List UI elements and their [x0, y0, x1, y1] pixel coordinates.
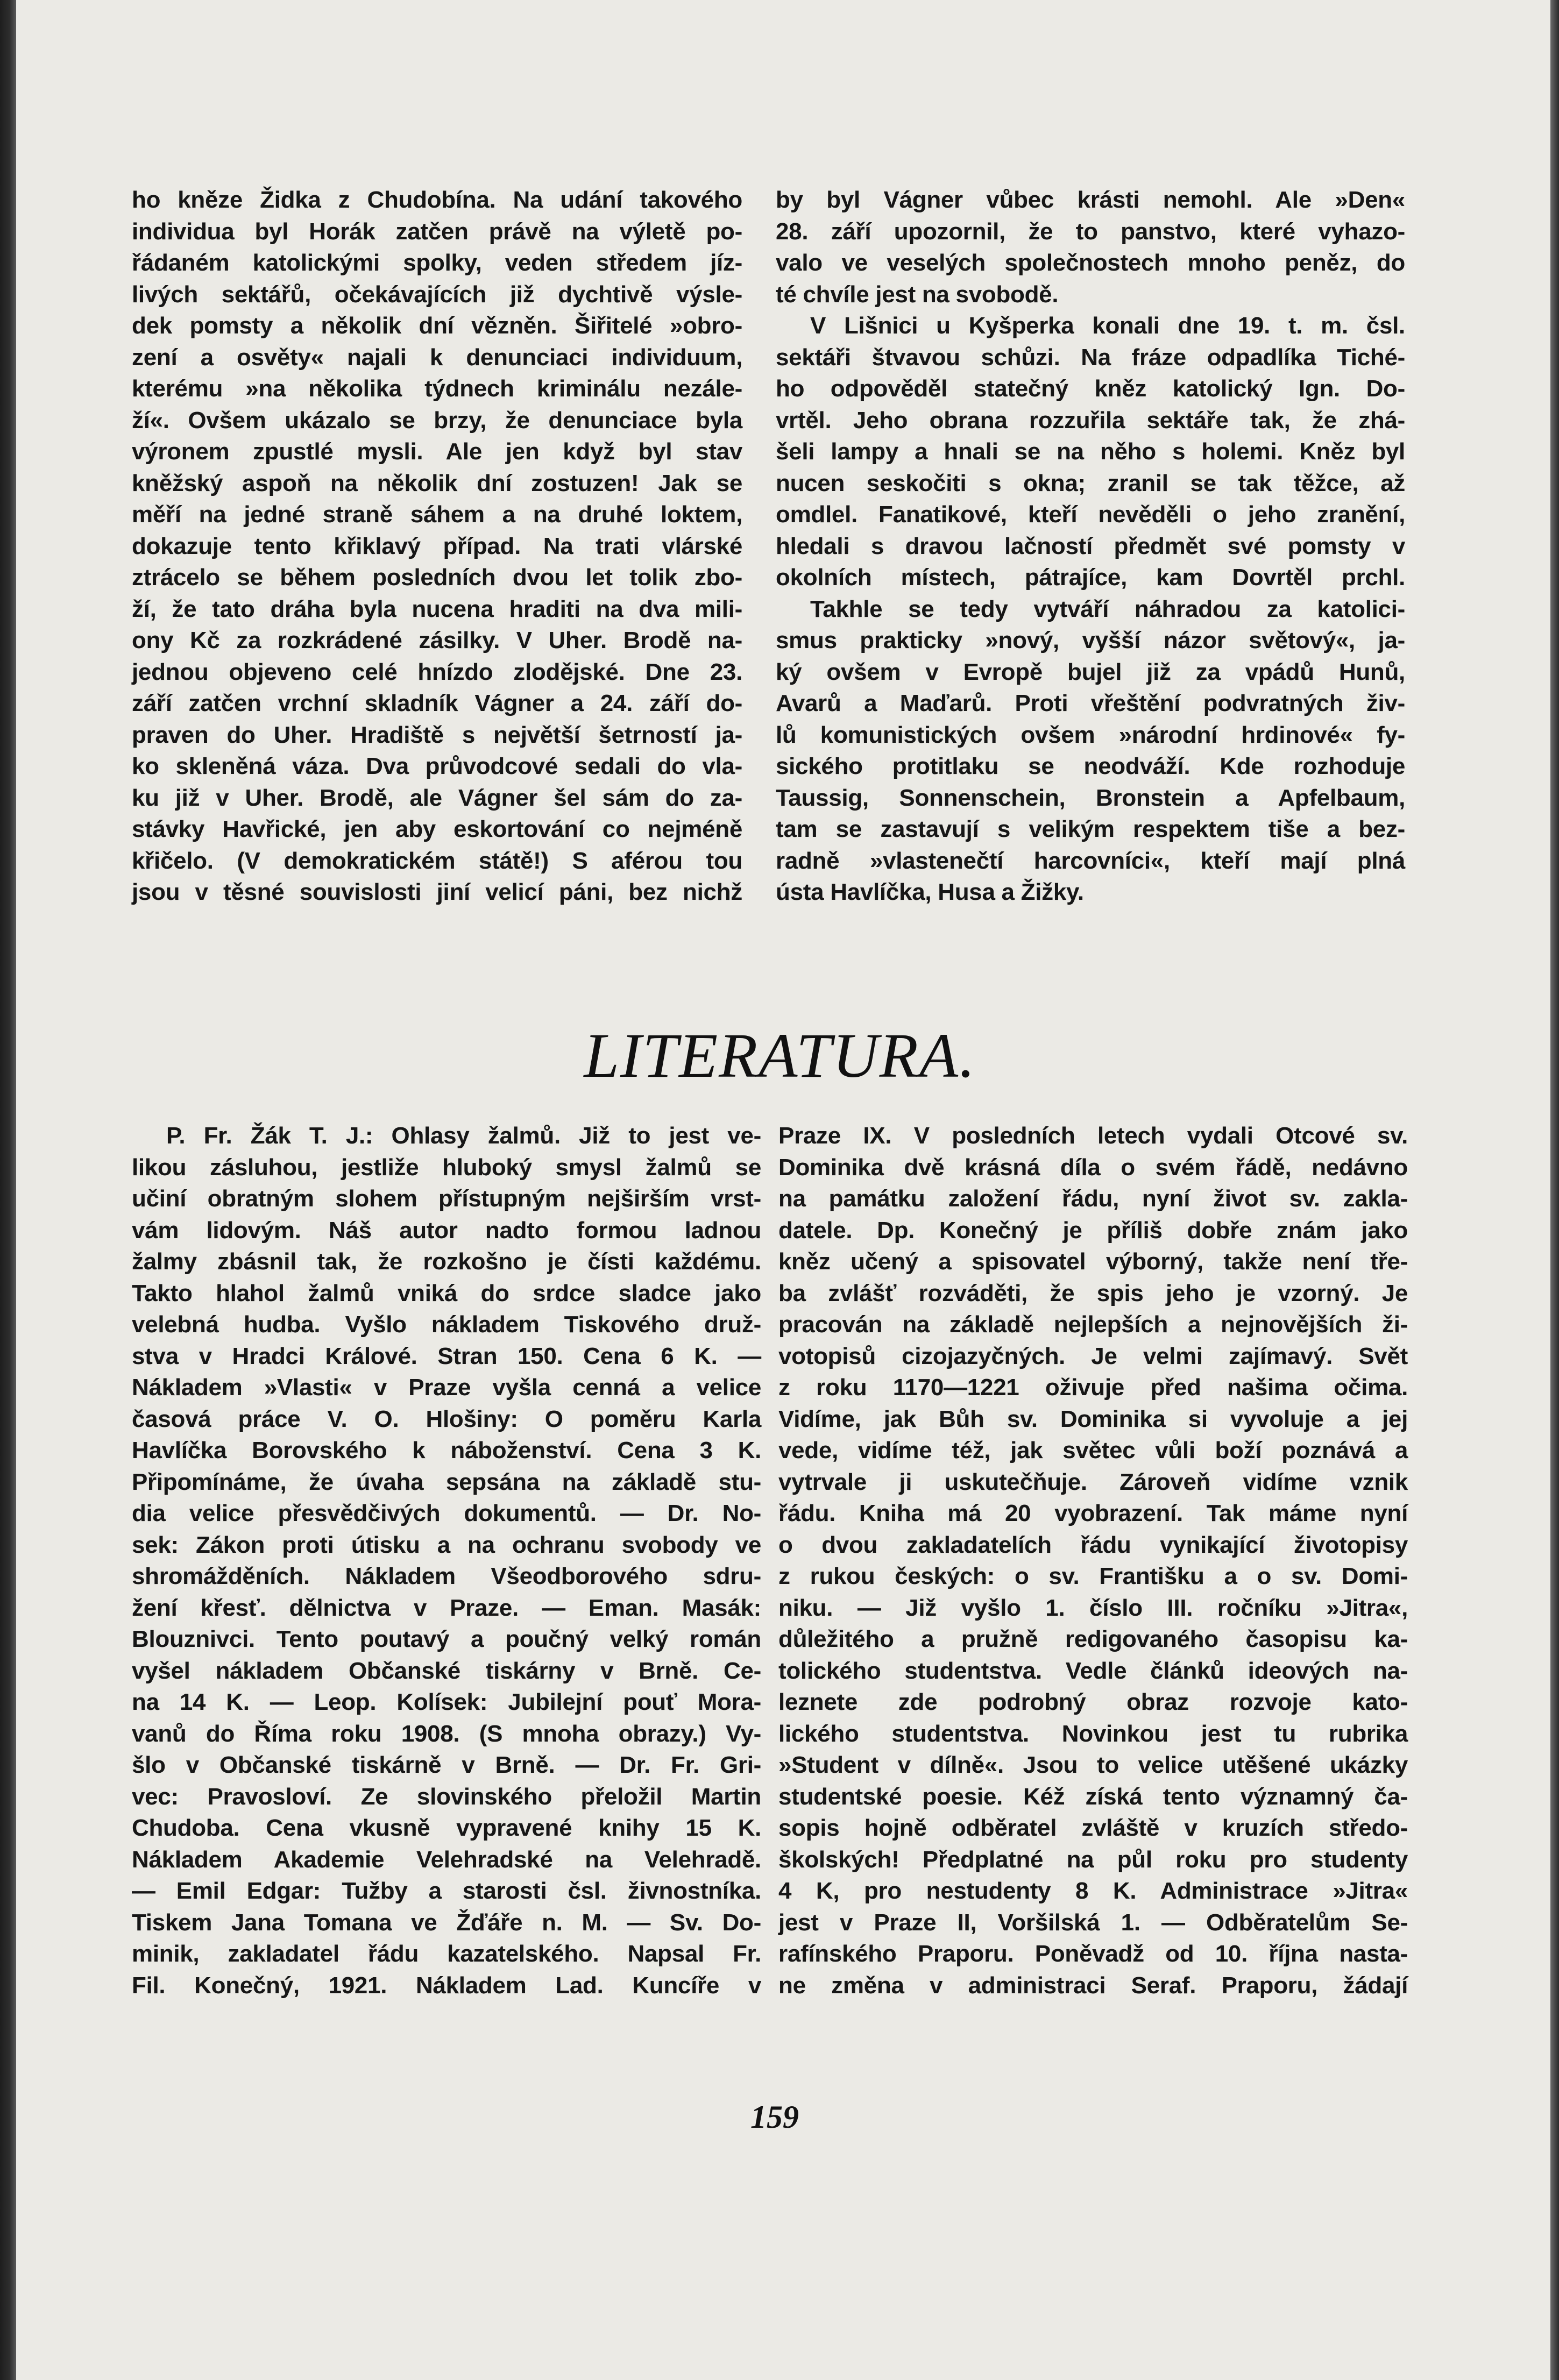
text-line: vytrvale ji uskutečňuje. Zároveň vidíme vznik — [778, 1468, 1408, 1495]
text-line: Havlíčka Borovského k náboženství. Cena 3 K. — [132, 1437, 761, 1463]
text-line: votopisů cizojazyčných. Je velmi zajímavý. Svět — [778, 1342, 1408, 1369]
text-line: okolních místech, pátrajíce, kam Dovrtěl prchl. — [776, 564, 1405, 591]
text-line: ku již v Uher. Brodě, ale Vágner šel sám do za- — [132, 784, 742, 811]
text-line: ho odpověděl statečný kněz katolický Ign. Do- — [776, 375, 1405, 402]
text-line: Takhle se tedy vytváří náhradou za katolici- — [810, 595, 1405, 622]
text-line: řádu. Kniha má 20 vyobrazení. Tak máme nyní — [778, 1500, 1408, 1526]
article-column-top-right — [776, 184, 1405, 908]
section-heading: LITERATURA. — [584, 1020, 976, 1091]
text-line: Připomínáme, že úvaha sepsána na základě stu- — [132, 1468, 761, 1495]
text-line: měří na jedné straně sáhem a na druhé loktem, — [132, 501, 742, 528]
text-line: šeli lampy a hnali se na něho s holemi. Kněz byl — [776, 438, 1405, 465]
text-line: jednou objeveno celé hnízdo zlodějské. Dne 23. — [132, 658, 742, 685]
text-line: tolického studentstva. Vedle článků ideových na- — [778, 1657, 1408, 1684]
text-line: nucen seskočiti s okna; zranil se tak těžce, až — [776, 470, 1405, 496]
text-line: kterému »na několika týdnech kriminálu nezále- — [132, 375, 742, 402]
text-line: té chvíle jest na svobodě. — [776, 281, 1059, 308]
text-line: rafínského Praporu. Poněvadž od 10. října nasta- — [778, 1941, 1408, 1967]
text-line: tam se zastavují s velikým respektem tiše a bez- — [776, 816, 1405, 842]
text-line: individua byl Horák zatčen právě na výletě po- — [132, 218, 742, 245]
text-line: stávky Havřické, jen aby eskortování co nejméně — [132, 816, 742, 842]
text-line: ho kněze Židka z Chudobína. Na udání takového — [132, 187, 742, 213]
article-column-top-left — [132, 184, 742, 908]
text-line: datele. Dp. Konečný je příliš dobře znám jako — [778, 1217, 1408, 1244]
text-line: likou zásluhou, jestliže hluboký smysl žalmů se — [132, 1154, 761, 1181]
text-line: vrtěl. Jeho obrana rozzuřila sektáře tak, že zhá- — [776, 407, 1405, 434]
text-line: dek pomsty a několik dní vězněn. Šiřitelé »obro- — [132, 312, 742, 339]
text-line: na památku založení řádu, nyní život sv. zakla- — [778, 1185, 1408, 1212]
text-line: důležitého a pružně redigovaného časopisu ka- — [778, 1626, 1408, 1652]
text-line: o dvou zakladatelích řádu vynikající životopisy — [778, 1531, 1408, 1558]
text-line: leznete zde podrobný obraz rozvoje kato- — [778, 1689, 1408, 1715]
text-line: shromážděních. Nákladem Všeodborového sdru- — [132, 1563, 761, 1589]
text-line: Nákladem Akademie Velehradské na Velehradě. — [132, 1846, 761, 1873]
text-line: minik, zakladatel řádu kazatelského. Napsal Fr. — [132, 1941, 761, 1967]
text-line: Chudoba. Cena vkusně vypravené knihy 15 K. — [132, 1815, 761, 1841]
text-line: vec: Pravosloví. Ze slovinského přeložil Martin — [132, 1783, 761, 1810]
text-line: řádaném katolickými spolky, veden středem jíz- — [132, 250, 742, 276]
text-line: — Emil Edgar: Tužby a starosti čsl. živnostníka. — [132, 1878, 761, 1904]
text-line: jsou v těsné souvislosti jiní velicí páni, bez nichž — [132, 879, 742, 905]
text-line: ží, že tato dráha byla nucena hraditi na dva mili- — [132, 595, 742, 622]
text-line: jest v Praze II, Voršilská 1. — Odběratelům Se- — [778, 1909, 1408, 1936]
text-line: sického protitlaku se neodváží. Kde rozhoduje — [776, 753, 1405, 779]
text-line: P. Fr. Žák T. J.: Ohlasy žalmů. Již to jest ve- — [166, 1122, 761, 1149]
text-line: školských! Předplatné na půl roku pro studenty — [778, 1846, 1408, 1873]
scan-edge-right — [1550, 0, 1559, 2380]
text-line: učiní obratným slohem přístupným nejširším vrst- — [132, 1185, 761, 1212]
text-line: lů komunistických ovšem »národní hrdinové« fy- — [776, 721, 1405, 748]
text-line: lického studentstva. Novinkou jest tu rubrika — [778, 1720, 1408, 1747]
text-line: vede, vidíme též, jak světec vůli boží poznává a — [778, 1437, 1408, 1463]
text-line: stva v Hradci Králové. Stran 150. Cena 6 K. — — [132, 1342, 761, 1369]
text-line: vyšel nákladem Občanské tiskárny v Brně. Ce- — [132, 1657, 761, 1684]
text-line: Blouznivci. Tento poutavý a poučný velký román — [132, 1626, 761, 1652]
text-line: by byl Vágner vůbec krásti nemohl. Ale »Den« — [776, 187, 1405, 213]
text-line: sopis hojně odběratel zvláště v kruzích středo- — [778, 1815, 1408, 1841]
text-line: září zatčen vrchní skladník Vágner a 24. září do- — [132, 690, 742, 716]
text-line: radně »vlastenečtí harcovníci«, kteří mají plná — [776, 847, 1405, 874]
text-line: ký ovšem v Evropě bujel již za vpádů Hunů, — [776, 658, 1405, 685]
page-number: 159 — [750, 2099, 799, 2135]
text-line: křičelo. (V demokratickém státě!) S aférou tou — [132, 847, 742, 874]
text-line: z rukou českých: o sv. Františku a o sv. Domi- — [778, 1563, 1408, 1589]
text-line: dia velice přesvědčivých dokumentů. — Dr. No- — [132, 1500, 761, 1526]
text-line: ko skleněná váza. Dva průvodcové sedali do vla- — [132, 753, 742, 779]
text-line: hledali s dravou lačností předmět své pomsty v — [776, 532, 1405, 559]
text-line: na 14 K. — Leop. Kolísek: Jubilejní pouť Mora- — [132, 1689, 761, 1715]
text-line: Tiskem Jana Tomana ve Žďáře n. M. — Sv. Do- — [132, 1909, 761, 1936]
text-line: 4 K, pro nestudenty 8 K. Administrace »Jitra« — [778, 1878, 1408, 1904]
text-line: V Lišnici u Kyšperka konali dne 19. t. m. čsl. — [810, 312, 1405, 339]
text-line: smus prakticky »nový, vyšší názor světový«, ja- — [776, 627, 1405, 653]
text-line: kněz učený a spisovatel výborný, takže není tře- — [778, 1248, 1408, 1275]
text-line: ony Kč za rozkrádené zásilky. V Uher. Brodě na- — [132, 627, 742, 653]
text-line: velebná hudba. Vyšlo nákladem Tiskového druž- — [132, 1311, 761, 1338]
text-line: pracován na základě nejlepších a nejnovějších ži- — [778, 1311, 1408, 1338]
text-line: valo ve veselých společnostech mnoho peněz, do — [776, 250, 1405, 276]
text-line: omdlel. Fanatikové, kteří nevěděli o jeho zranění, — [776, 501, 1405, 528]
text-line: výronem zpustlé mysli. Ale jen když byl stav — [132, 438, 742, 465]
literature-column-left — [132, 1120, 761, 2001]
text-line: Praze IX. V posledních letech vydali Otcové sv. — [778, 1122, 1408, 1149]
text-line: Nákladem »Vlasti« v Praze vyšla cenná a velice — [132, 1374, 761, 1401]
text-line: ne změna v administraci Seraf. Praporu, žádají — [778, 1972, 1408, 1999]
text-line: ba zvlášť rozváděti, že spis jeho je vzorný. Je — [778, 1280, 1408, 1306]
literature-column-right — [778, 1120, 1408, 2001]
text-line: šlo v Občanské tiskárně v Brně. — Dr. Fr. Gri- — [132, 1752, 761, 1778]
text-line: studentské poesie. Kéž získá tento významný ča- — [778, 1783, 1408, 1810]
text-line: 28. září upozornil, že to panstvo, které vyhazo- — [776, 218, 1405, 245]
text-line: praven do Uher. Hradiště s největší šetrností ja- — [132, 721, 742, 748]
text-line: žení křesť. dělnictva v Praze. — Eman. Masák: — [132, 1594, 761, 1621]
text-line: ústa Havlíčka, Husa a Žižky. — [776, 879, 1084, 905]
text-line: ží«. Ovšem ukázalo se brzy, že denunciace byla — [132, 407, 742, 434]
text-line: »Student v dílně«. Jsou to velice utěšené ukázky — [778, 1752, 1408, 1778]
text-line: zení a osvěty« najali k denunciaci individuum, — [132, 344, 742, 371]
text-line: vám lidovým. Náš autor nadto formou ladnou — [132, 1217, 761, 1244]
text-line: Dominika dvě krásná díla o svém řádě, nedávno — [778, 1154, 1408, 1181]
text-line: žalmy zbásnil tak, že rozkošno je čísti každému. — [132, 1248, 761, 1275]
text-line: dokazuje tento křiklavý případ. Na trati vlárské — [132, 532, 742, 559]
text-line: niku. — Již vyšlo 1. číslo III. ročníku »Jitra«, — [778, 1594, 1408, 1621]
text-line: z roku 1170—1221 oživuje před našima očima. — [778, 1374, 1408, 1401]
text-line: vanů do Říma roku 1908. (S mnoha obrazy.) Vy- — [132, 1720, 761, 1747]
text-line: Takto hlahol žalmů vniká do srdce sladce jako — [132, 1280, 761, 1306]
text-line: livých sektářů, očekávajících již dychtivě výsle- — [132, 281, 742, 308]
text-line: časová práce V. O. Hlošiny: O poměru Karla — [132, 1405, 761, 1432]
text-line: Vidíme, jak Bůh sv. Dominika si vyvoluje a jej — [778, 1405, 1408, 1432]
text-line: kněžský aspoň na několik dní zostuzen! Jak se — [132, 470, 742, 496]
text-line: Avarů a Maďarů. Proti vřeštění podvratných živ- — [776, 690, 1405, 716]
text-line: ztrácelo se během posledních dvou let tolik zbo- — [132, 564, 742, 591]
text-line: sektáři štvavou schůzi. Na fráze odpadlíka Tiché- — [776, 344, 1405, 371]
text-line: sek: Zákon proti útisku a na ochranu svobody ve — [132, 1531, 761, 1558]
text-line: Taussig, Sonnenschein, Bronstein a Apfelbaum, — [776, 784, 1405, 811]
text-line: Fil. Konečný, 1921. Nákladem Lad. Kuncíře v — [132, 1972, 761, 1999]
scan-edge-left — [0, 0, 16, 2380]
